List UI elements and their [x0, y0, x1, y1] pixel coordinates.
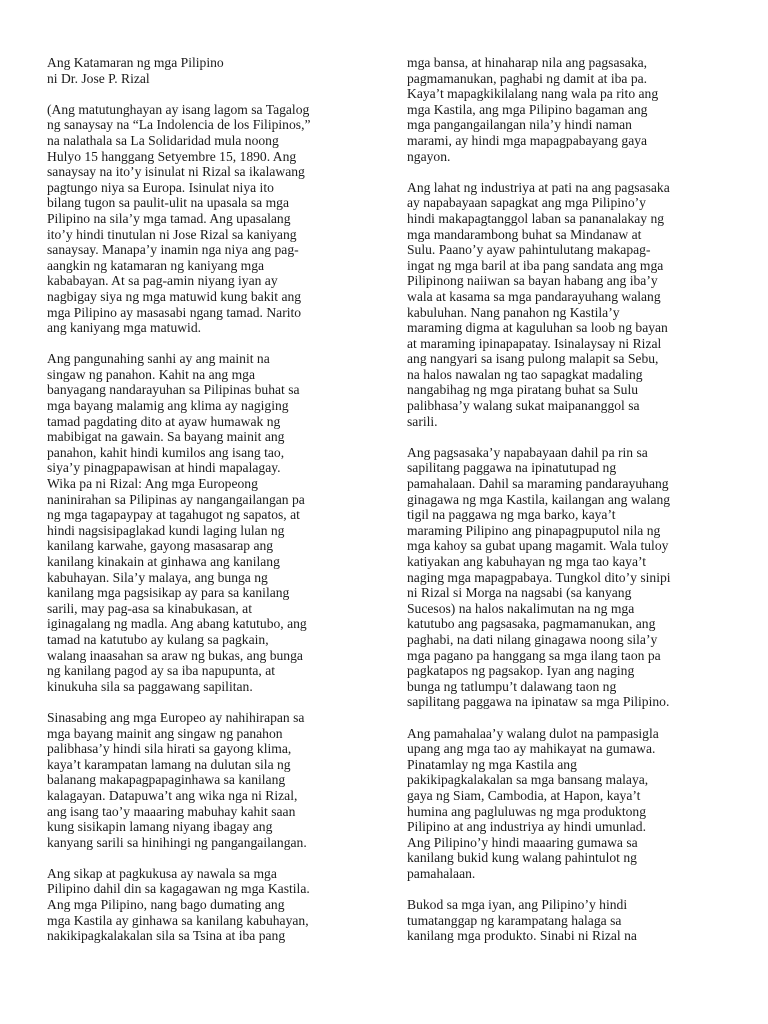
text-line: Pilipino na sila’y mga tamad. Ang upasalang — [47, 210, 291, 226]
text-line: sanaysay na ito’y isinulat ni Rizal sa ikalawang — [47, 164, 305, 180]
text-line: (Ang matutunghayan ay isang lagom sa Tagalog — [47, 101, 310, 117]
text-line: Ang mga Pilipino, nang bago dumating ang — [47, 897, 285, 913]
text-line: kanilang mga produkto. Sinabi ni Rizal na — [407, 928, 637, 944]
text-line: ito’y hindi tinutulan ni Jose Rizal sa kaniyang — [47, 226, 297, 242]
text-line: kanilang bukid kung walang pahintulot ng — [407, 850, 637, 866]
text-line: sanaysay. Manapa’y inamin nga niya ang pag- — [47, 242, 299, 258]
text-line: mga pangangailangan nila’y hindi naman — [407, 117, 632, 133]
text-line: naging mga mapagpabaya. Tungkol dito’y sinipi — [407, 569, 671, 585]
text-line: kanilang karwahe, gayong masasarap ang — [47, 538, 274, 554]
text-line: mga bansa, at hinaharap nila ang pagsasaka, — [407, 55, 648, 70]
text-line: Ang pagsasaka’y napabayaan dahil pa rin sa — [407, 444, 648, 460]
text-line: ay napabayaan sapagkat ang mga Pilipino’y — [407, 195, 646, 211]
text-line: Hulyo 15 hanggang Setyembre 15, 1890. Ang — [47, 148, 297, 164]
text-line: ginagawa ng mga Kastila, kailangan ang walang — [407, 491, 671, 507]
text-line: ni Dr. Jose P. Rizal — [47, 70, 150, 86]
text-line: pamahalaan. Dahil sa maraming pandarayuhang — [407, 476, 669, 492]
text-line: pamahalaan. — [407, 865, 476, 881]
text-line: pagmamanukan, paghabi ng damit at iba pa. — [407, 70, 648, 86]
text-line: Ang pamahalaa’y walang dulot na pampasigla — [407, 725, 659, 741]
text-line: Sinasabing ang mga Europeo ay nahihirapan sa — [47, 709, 305, 725]
text-line: wala at kasama sa mga pandarayuhang walang — [407, 288, 661, 304]
text-line: bunga ng tatlumpu’t dalawang taon ng — [407, 678, 617, 694]
text-line: Pilipinong naiiwan sa bayan habang ang iba’y — [407, 273, 658, 289]
text-line: tumatanggap ng karampatang halaga sa — [407, 912, 622, 928]
text-line: mabibigat na gawain. Sa bayang mainit ang — [47, 429, 285, 445]
text-line: tigil na paggawa ng mga barko, kaya’t — [407, 507, 616, 523]
text-line: kalagayan. Datapuwa’t ang wika nga ni Rizal, — [47, 787, 298, 803]
text-line: Pilipino dahil din sa kagagawan ng mga Kastila. — [47, 881, 310, 897]
text-line: walang inaasahan sa araw ng bukas, ang bunga — [47, 647, 303, 663]
text-line: sarili. — [407, 413, 438, 429]
text-line: kababayan. At sa pag-amin niyang iyan ay — [47, 273, 278, 289]
text-line: balanang makapagpapaginhawa sa kanilang — [47, 772, 286, 788]
text-line: Sulu. Paano’y ayaw pahintulutang makapag- — [407, 242, 651, 258]
text-line: kung sisikapin lamang niyang ibagay ang — [47, 819, 273, 835]
text-line: Ang Pilipino’y hindi maaaring gumawa sa — [407, 834, 638, 850]
text-line: naninirahan sa Pilipinas ay nangangailangan pa — [47, 491, 305, 507]
text-line: maraming digma at kaguluhan sa loob ng bayan — [407, 320, 668, 336]
text-line: ingat ng mga baril at iba pang sandata ang mga — [407, 257, 664, 273]
text-line: tamad na katutubo ay kulang sa pagkain, — [47, 631, 269, 647]
text-line: Pilipino at ang industriya ay hindi umunlad. — [407, 819, 646, 835]
text-line: Bukod sa mga iyan, ang Pilipino’y hindi — [407, 897, 628, 913]
left-column — [47, 55, 377, 959]
text-line: marami, ay hindi mga mapagpabayang gaya — [407, 132, 648, 148]
text-line: ang isang tao’y maaaring mabuhay kahit saan — [47, 803, 296, 819]
text-line: ang kaniyang mga matuwid. — [47, 320, 202, 336]
text-line: mga pagano pa hanggang sa mga ilang taon pa — [407, 647, 661, 663]
text-line: Ang pangunahing sanhi ay ang mainit na — [47, 351, 270, 367]
text-line: mga Kastila, ang mga Pilipino bagaman ang — [407, 101, 648, 117]
text-line: pagtungo niya sa Europa. Isinulat niya ito — [47, 179, 274, 195]
text-line: ng kanilang pagod ay sa iba napupunta, at — [47, 663, 276, 679]
text-line: paghabi, na dati nilang ginagawa noong sila’y — [407, 631, 658, 647]
text-line: kanilang kinakain at ginhawa ang kanilang — [47, 554, 280, 569]
text-line: pagkatapos ng pagsakop. Iyan ang naging — [407, 663, 635, 679]
text-line: katiyakan ang kabuhayan ng mga tao kaya’t — [407, 554, 647, 569]
text-line: Pinatamlay ng mga Kastila ang — [407, 756, 577, 772]
text-line: hindi nagsisipaglakad kundi laging lulan ng — [47, 522, 285, 538]
paragraph — [47, 710, 377, 850]
paragraph — [407, 55, 727, 164]
text-line: hindi makapagtanggol laban sa pananalakay ng — [407, 210, 665, 226]
text-line: Ang lahat ng industriya at pati na ang pagsasaka — [407, 179, 670, 195]
text-line: kanilang mga pagsisikap ay para sa kanilang — [47, 585, 290, 601]
text-line: mga kahoy sa gubat upang magamit. Wala tuloy — [407, 538, 669, 554]
text-line: pakikipagkalakalan sa mga bansang malaya, — [407, 772, 649, 788]
text-line: ng sanaysay na “La Indolencia de los Filipinos,” — [47, 117, 311, 133]
text-line: sapilitang paggawa na ipinataw sa mga Pilipino. — [407, 694, 670, 710]
paragraph — [407, 726, 727, 882]
text-line: siya’y pinagpapawisan at hindi mapalagay. — [47, 460, 281, 476]
text-line: nakikipagkalakalan sila sa Tsina at iba pang — [47, 928, 286, 944]
text-line: Ang sikap at pagkukusa ay nawala sa mga — [47, 865, 277, 881]
text-line: Wika pa ni Rizal: Ang mga Europeong — [47, 476, 258, 492]
text-line: Kaya’t mapagkikilalang nang wala pa rito ang — [407, 86, 659, 102]
text-line: banyagang nandarayuhan sa Pilipinas buhat sa — [47, 382, 300, 398]
text-line: mga bayang malamig ang klima ay nagiging — [47, 398, 289, 414]
paragraph — [47, 866, 377, 944]
paragraph — [407, 897, 727, 944]
text-line: ngayon. — [407, 148, 451, 164]
text-line: ang nangyari sa isang pulong malapit sa Sebu, — [407, 351, 659, 367]
text-line: mga Kastila ay ginhawa sa kanilang kabuhayan, — [47, 912, 309, 928]
text-line: mga mandarambong buhat sa Mindanaw at — [407, 226, 642, 242]
paragraph — [407, 445, 727, 710]
text-line: sapilitang paggawa na ipinatutupad ng — [407, 460, 617, 476]
title-block — [47, 55, 377, 86]
text-line: singaw ng panahon. Kahit na ang mga — [47, 366, 256, 382]
text-line: panahon, kahit hindi kumilos ang isang tao, — [47, 444, 285, 460]
text-line: kabuhayan. Sila’y malaya, ang bunga ng — [47, 569, 268, 585]
text-line: Sucesos) na halos nakalimutan na ng mga — [407, 600, 635, 616]
text-line: palibhasa’y walang sukat maipananggol sa — [407, 398, 640, 414]
text-line: na nalathala sa La Solidaridad mula noong — [47, 132, 279, 148]
paragraph — [47, 351, 377, 694]
text-line: gaya ng Siam, Cambodia, at Hapon, kaya’t — [407, 787, 641, 803]
text-line: mga bayang mainit ang singaw ng panahon — [47, 725, 283, 741]
text-line: aangkin ng katamaran ng kaniyang mga — [47, 257, 265, 273]
text-line: maraming Pilipino ang pinapagpuputol nila ng — [407, 522, 661, 538]
text-line: na halos nawalan ng tao sapagkat madaling — [407, 366, 643, 382]
text-line: tamad pagdating dito at ayaw humawak ng — [47, 413, 281, 429]
text-line: mga Pilipino ay masasabi ngang tamad. Narito — [47, 304, 302, 320]
text-line: palibhasa’y hindi sila hirati sa gayong klima, — [47, 741, 292, 757]
text-line: katutubo ang pagsasaka, pagmamanukan, ang — [407, 616, 656, 632]
text-line: kaya’t karampatan lamang na dulutan sila ng — [47, 756, 291, 772]
paragraph — [407, 180, 727, 430]
text-line: kabuluhan. Nang panahon ng Kastila’y — [407, 304, 620, 320]
text-line: ni Rizal si Morga na nagsabi (sa kanyang — [407, 585, 632, 601]
right-column — [407, 55, 727, 959]
text-line: bilang tugon sa paulit-ulit na upasala sa mga — [47, 195, 289, 211]
text-line: at maraming ipinapapatay. Isinalaysay ni Rizal — [407, 335, 662, 351]
paragraph — [47, 102, 377, 336]
text-line: upang ang mga tao ay mahikayat na gumawa. — [407, 741, 656, 757]
text-line: ng mga tagapaypay at tagahugot ng sapatos, at — [47, 507, 300, 523]
text-line: kinukuha sila sa paggawang sapilitan. — [47, 678, 253, 694]
text-line: iginagalang ng madla. Ang abang katutubo, ang — [47, 616, 307, 632]
text-line: Ang Katamaran ng mga Pilipino — [47, 55, 224, 70]
text-line: nagbigay siya ng mga matuwid kung bakit ang — [47, 288, 302, 304]
text-line: nangabihag ng mga piratang buhat sa Sulu — [407, 382, 639, 398]
text-line: sarili, may pag-asa sa kinabukasan, at — [47, 600, 252, 616]
text-line: kanyang sarili sa hinihingi ng pangangailangan. — [47, 834, 307, 850]
text-line: humina ang pagluluwas ng mga produktong — [407, 803, 646, 819]
